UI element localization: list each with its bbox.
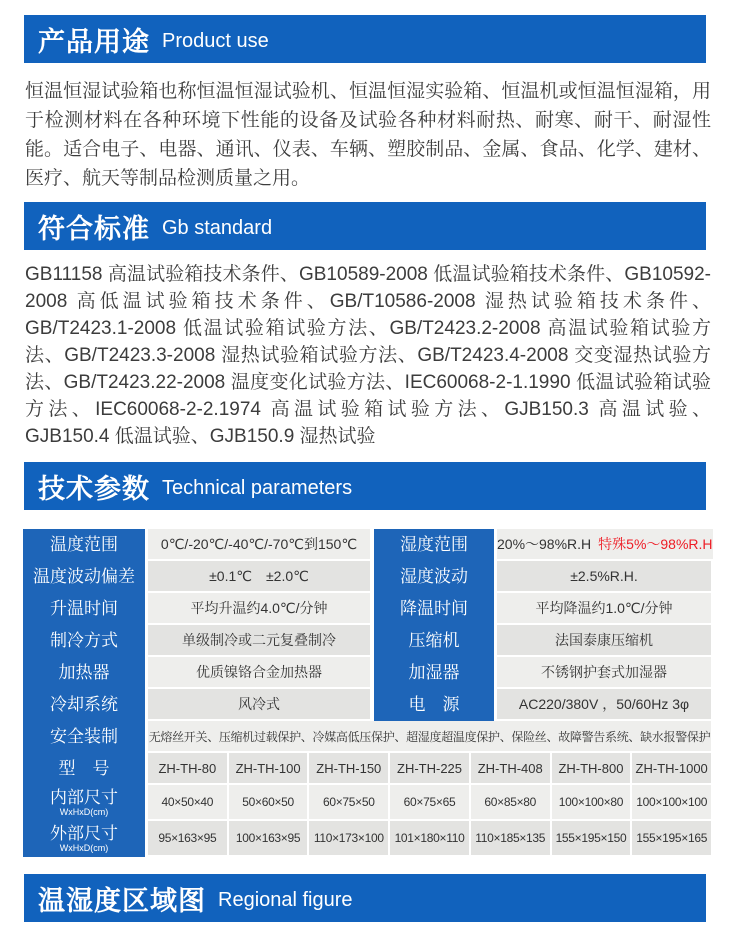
- row-label: 压缩机: [374, 625, 494, 657]
- section-title-zh: 温湿度区域图: [38, 885, 206, 916]
- inner-size-cell: 60×85×80: [471, 785, 550, 819]
- inner-size-cell: 60×75×50: [309, 785, 388, 819]
- row-value: ±0.1℃ ±2.0℃: [148, 561, 370, 591]
- table-row-temp-fluctuation: [23, 561, 711, 593]
- table-row-temp-range: [23, 529, 711, 561]
- table-row-safety: [23, 721, 711, 753]
- row-label: 湿度波动: [374, 561, 494, 593]
- product-use-text: 恒温恒湿试验箱也称恒温恒湿试验机、恒温恒湿实验箱、恒温机或恒温恒湿箱，用于检测材料在各种环境下性能的设备及试验各种材料耐热、耐寒、耐干、耐湿性能。适合电子、电器、通讯、仪表、车辆、塑胶制品、金属、食品、化学、建材、医疗、航天等制品检测质量之用。: [25, 81, 711, 189]
- inner-size-cells: [145, 785, 711, 821]
- row-label: [23, 821, 145, 857]
- table-row-cooling-system: [23, 689, 711, 721]
- row-label: 加热器: [23, 657, 145, 689]
- section-title-zh: 符合标准: [38, 213, 150, 244]
- row-label: 制冷方式: [23, 625, 145, 657]
- model-cell: ZH-TH-100: [229, 753, 308, 783]
- row-label: 升温时间: [23, 593, 145, 625]
- model-cell: ZH-TH-225: [390, 753, 469, 783]
- row-value: [497, 529, 713, 559]
- section-title-zh: 产品用途: [38, 26, 150, 57]
- outer-size-cell: 101×180×110: [390, 821, 469, 855]
- model-cells: [145, 753, 711, 785]
- inner-size-cell: 60×75×65: [390, 785, 469, 819]
- section-title-en: Product use: [162, 30, 269, 52]
- tech-params-table: [23, 529, 711, 857]
- table-row-outer-size: [23, 821, 711, 857]
- outer-size-cell: 155×195×165: [632, 821, 711, 855]
- table-row-models: [23, 753, 711, 785]
- row-label: 安全装制: [23, 721, 145, 753]
- inner-size-cell: 100×100×100: [632, 785, 711, 819]
- section-title-en: Gb standard: [162, 217, 273, 239]
- inner-size-label: 内部尺寸: [50, 788, 118, 807]
- row-value: 法国泰康压缩机: [497, 625, 711, 655]
- row-label: 冷却系统: [23, 689, 145, 721]
- outer-size-cell: 95×163×95: [148, 821, 227, 855]
- table-row-heatup-time: [23, 593, 711, 625]
- inner-size-cell: 50×60×50: [229, 785, 308, 819]
- model-cell: ZH-TH-408: [471, 753, 550, 783]
- row-label: 型 号: [23, 753, 145, 785]
- inner-size-cell: 40×50×40: [148, 785, 227, 819]
- row-label: 加湿器: [374, 657, 494, 689]
- section-title-en: Regional figure: [218, 889, 353, 911]
- row-label: 降温时间: [374, 593, 494, 625]
- row-value: ±2.5%R.H.: [497, 561, 711, 591]
- row-label: 湿度范围: [374, 529, 494, 561]
- row-label: 温度范围: [23, 529, 145, 561]
- outer-size-unit: WxHxD(cm): [59, 843, 109, 853]
- outer-size-cell: 100×163×95: [229, 821, 308, 855]
- outer-size-label: 外部尺寸: [50, 824, 118, 843]
- row-label: 电 源: [374, 689, 494, 721]
- row-value: 风冷式: [148, 689, 370, 719]
- safety-devices-value: 无熔丝开关、压缩机过载保护、冷媒高低压保护、超湿度超温度保护、保险丝、故障警告系统、缺水报警保护: [148, 721, 711, 751]
- row-value: AC220/380V ，50/60Hz 3φ: [497, 689, 711, 719]
- row-label: [23, 785, 145, 821]
- table-row-inner-size: [23, 785, 711, 821]
- model-cell: ZH-TH-80: [148, 753, 227, 783]
- section-header-product-use: [24, 15, 706, 63]
- row-label: 温度波动偏差: [23, 561, 145, 593]
- outer-size-cell: 110×185×135: [471, 821, 550, 855]
- outer-size-cell: 110×173×100: [309, 821, 388, 855]
- gb-standard-text: GB11158 高温试验箱技术条件、GB10589-2008 低温试验箱技术条件、GB10592-2008 高低温试验箱技术条件、GB/T10586-2008 湿热试验箱技术条件、GB/T2423.1-2008 低温试验箱试验方法、GB/T2423.2-2008 高温试验箱试验方法、GB/T2423.3-2008 湿热试验箱试验方法、GB/T2423.4-2008 交变湿热试验方法、GB/T2423.22-2008 温度变化试验方法、IEC60068-2-1.1990 低温试验箱试验方法、IEC60068-2-2.1974 高温试验箱试验方法、GJB150.3 高温试验、GJB150.4 低温试验、GJB150.9 湿热试验: [25, 264, 711, 447]
- table-row-cooling-method: [23, 625, 711, 657]
- model-cell: ZH-TH-800: [552, 753, 631, 783]
- inner-size-unit: WxHxD(cm): [59, 807, 109, 817]
- model-cell: ZH-TH-1000: [632, 753, 711, 783]
- outer-size-cell: 155×195×150: [552, 821, 631, 855]
- row-value: 0℃/-20℃/-40℃/-70℃到150℃: [148, 529, 370, 559]
- section-header-regional-figure: [24, 874, 706, 922]
- table-row-heater: [23, 657, 711, 689]
- row-value: 单级制冷或二元复叠制冷: [148, 625, 370, 655]
- humidity-range-special: 特殊5%～98%R.H: [598, 536, 713, 552]
- section-header-gb-standard: [24, 202, 706, 250]
- inner-size-cell: 100×100×80: [552, 785, 631, 819]
- row-value: 优质镍铬合金加热器: [148, 657, 370, 687]
- section-title-en: Technical parameters: [162, 477, 353, 499]
- outer-size-cells: [145, 821, 711, 857]
- model-cell: ZH-TH-150: [309, 753, 388, 783]
- row-value: 平均升温约4.0℃/分钟: [148, 593, 370, 623]
- section-title-zh: 技术参数: [38, 473, 150, 504]
- row-value: 平均降温约1.0℃/分钟: [497, 593, 711, 623]
- row-value: 不锈钢护套式加湿器: [497, 657, 711, 687]
- humidity-range-value: 20%～98%R.H: [497, 536, 592, 552]
- section-header-tech-params: [24, 462, 706, 510]
